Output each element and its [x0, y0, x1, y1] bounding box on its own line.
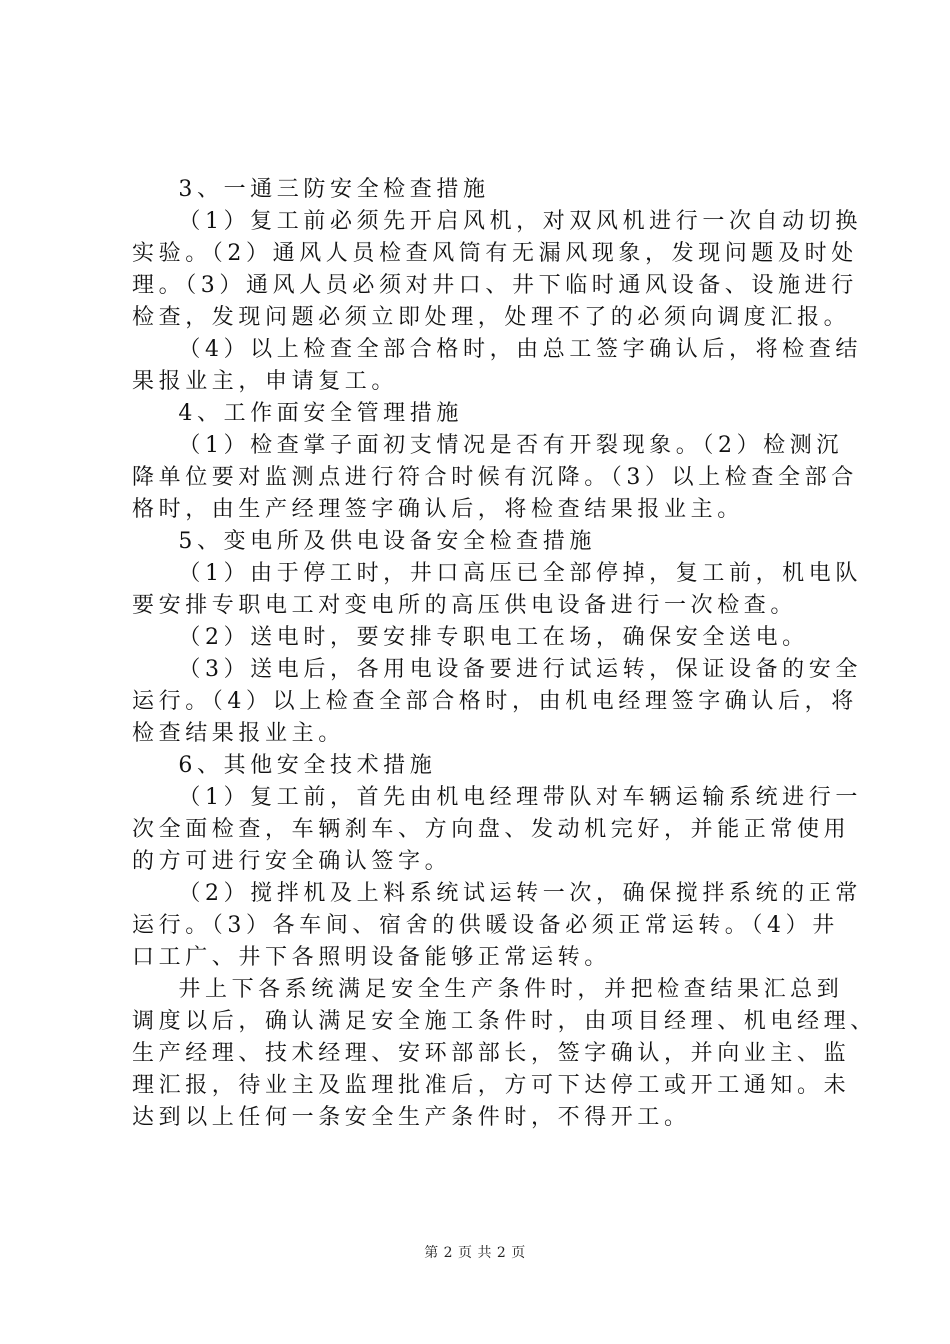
text-line: 要安排专职电工对变电所的高压供电设备进行一次检查。: [132, 593, 798, 618]
text-line: 井上下各系统满足安全生产条件时，并把检查结果汇总到: [132, 977, 844, 1002]
text-line: 3、一通三防安全检查措施: [132, 177, 490, 202]
text-line: 4、工作面安全管理措施: [132, 401, 463, 426]
text-line: 达到以上任何一条安全生产条件时，不得开工。: [132, 1105, 691, 1130]
text-line: 格时，由生产经理签字确认后，将检查结果报业主。: [132, 497, 744, 522]
text-line: 5、变电所及供电设备安全检查措施: [132, 529, 596, 554]
text-line: 生产经理、技术经理、安环部部长，签字确认，并向业主、监: [132, 1041, 851, 1066]
text-line: 运行。（4）以上检查全部合格时，由机电经理签字确认后，将: [132, 689, 858, 714]
text-line: 检查，发现问题必须立即处理，处理不了的必须向调度汇报。: [132, 305, 851, 330]
text-line: 口工广、井下各照明设备能够正常运转。: [132, 945, 611, 970]
text-line: （1）检查掌子面初支情况是否有开裂现象。（2）检测沉: [132, 433, 843, 458]
text-line: （2）送电时，要安排专职电工在场，确保安全送电。: [132, 625, 809, 650]
text-line: 降单位要对监测点进行符合时候有沉降。（3）以上检查全部合: [132, 465, 858, 490]
text-line: （1）由于停工时，井口高压已全部停掉，复工前，机电队: [132, 561, 862, 586]
text-line: 果报业主，申请复工。: [132, 369, 399, 394]
text-line: 次全面检查，车辆刹车、方向盘、发动机完好，并能正常使用: [132, 817, 851, 842]
text-line: 运行。（3）各车间、宿舍的供暖设备必须正常运转。（4）井: [132, 913, 839, 938]
text-line: 理汇报，待业主及监理批准后，方可下达停工或开工通知。未: [132, 1073, 851, 1098]
text-line: 检查结果报业主。: [132, 721, 345, 746]
text-line: 6、其他安全技术措施: [132, 753, 437, 778]
text-line: （1）复工前必须先开启风机，对双风机进行一次自动切换: [132, 209, 862, 234]
text-line: （3）送电后，各用电设备要进行试运转，保证设备的安全: [132, 657, 862, 682]
text-line: （2）搅拌机及上料系统试运转一次，确保搅拌系统的正常: [132, 881, 862, 906]
page-number-footer: 第 2 页 共 2 页: [424, 1245, 526, 1261]
text-line: （1）复工前，首先由机电经理带队对车辆运输系统进行一: [132, 785, 862, 810]
text-line: 的方可进行安全确认签字。: [132, 849, 452, 874]
text-line: （4）以上检查全部合格时，由总工签字确认后，将检查结: [132, 337, 862, 362]
text-line: 调度以后，确认满足安全施工条件时，由项目经理、机电经理、: [132, 1009, 877, 1034]
text-line: 实验。（2）通风人员检查风筒有无漏风现象，发现问题及时处: [132, 241, 858, 266]
text-line: 理。（3）通风人员必须对井口、井下临时通风设备、设施进行: [132, 273, 858, 298]
